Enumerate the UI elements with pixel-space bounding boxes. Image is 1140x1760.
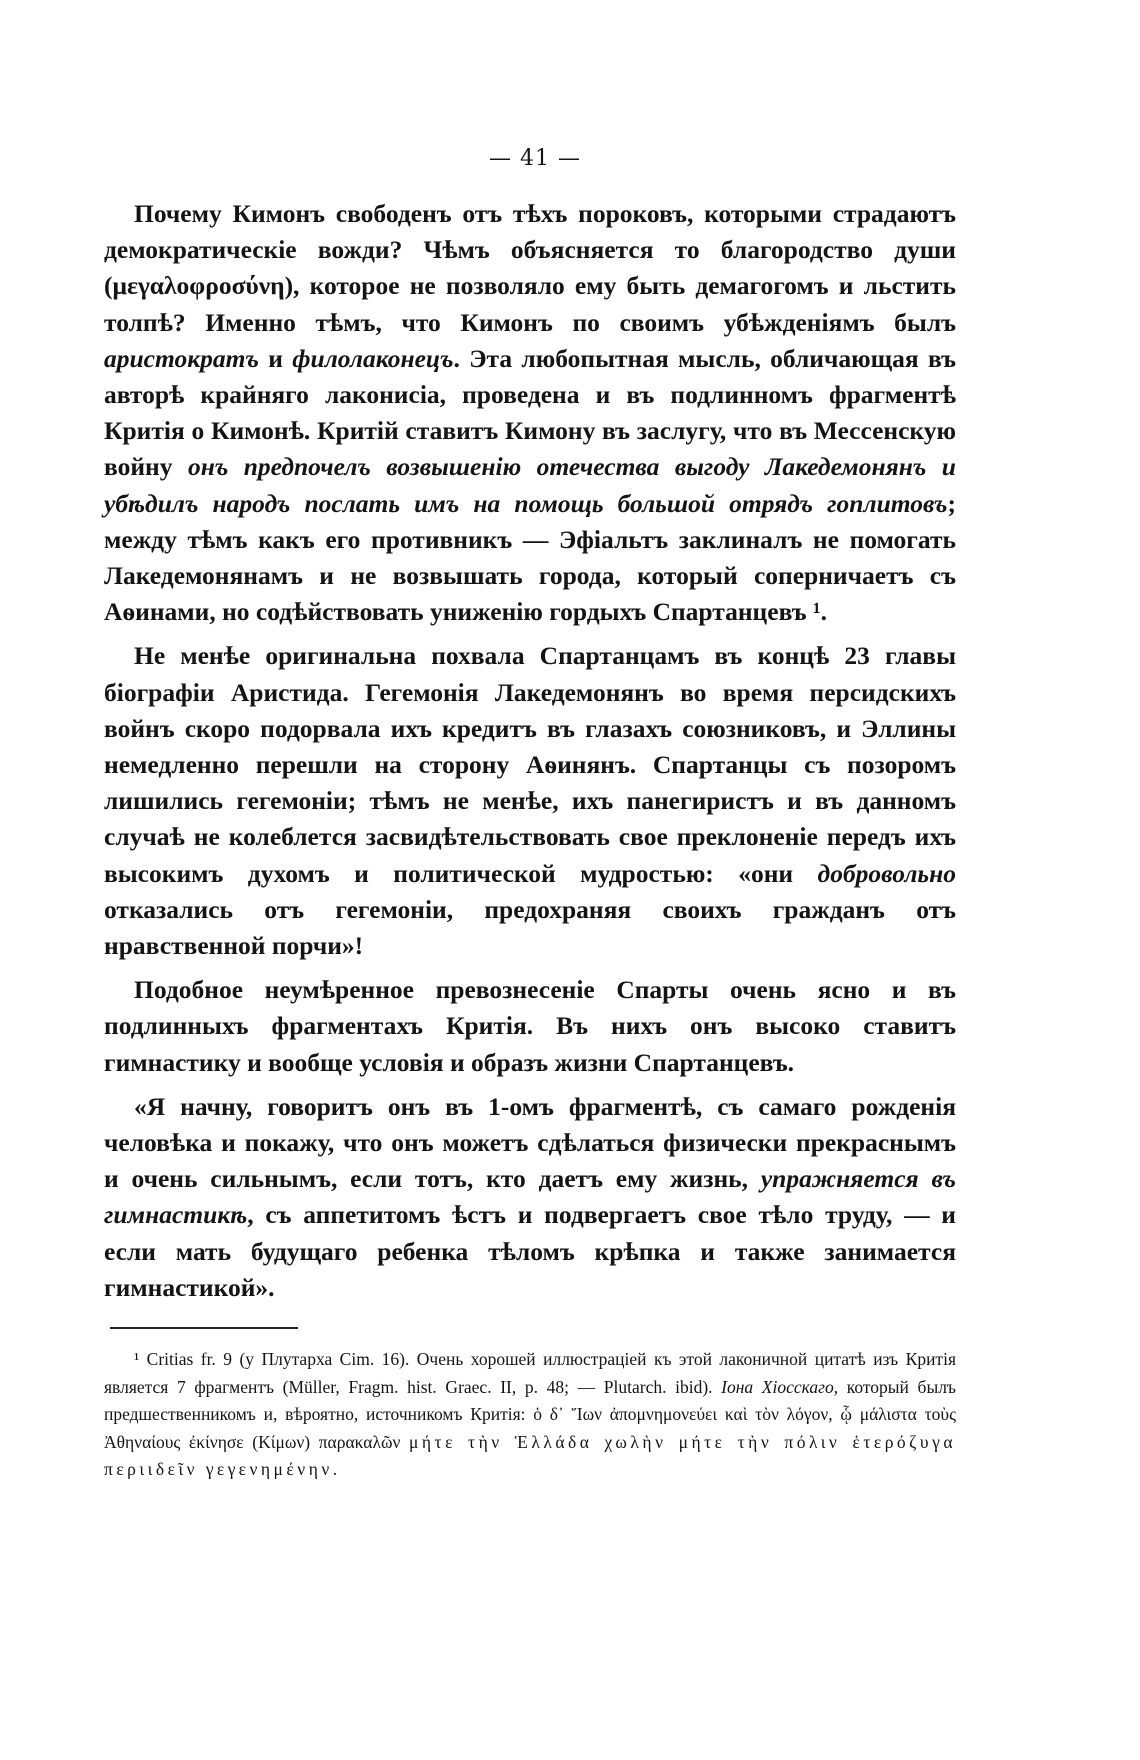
text-run: «Я начну, говоритъ онъ въ 1-омъ фрагментѣ, съ самаго рожденія человѣка и покажу, что онъ можетъ сдѣлаться физически прекраснымъ и очень сильнымъ, если тотъ, кто даетъ ему жизнь,: [104, 1091, 956, 1194]
italic-run: аристократъ: [104, 343, 259, 373]
footnote-paragraph: [104, 1346, 956, 1484]
spaced-run: μήτε τὴν Ἑλλάδα χωλὴν μήτε τὴν πόλιν ἑτερόζυγα περιιδεῖν γεγενημένην: [104, 1431, 956, 1479]
footnote-divider: [110, 1327, 298, 1329]
text-run: Не менѣе оригинальна похвала Спартанцамъ въ концѣ 23 главы біографіи Аристида. Гегемонія Лакедемонянъ во время персидскихъ войнъ скоро подорвала ихъ кредитъ въ глазахъ союзниковъ, и Эллины немедленно перешли на сторону Аѳинянъ. Спартанцы съ позоромъ лишились гегемоніи; тѣмъ не менѣе, ихъ панегиристъ и въ данномъ случаѣ не колеблется засвидѣтельствовать свое преклоненіе передъ ихъ высокимъ духомъ и политической мудростью: «они: [104, 641, 956, 888]
text-run: . Эта любопытная мысль, обличающая въ авторѣ крайняго лаконисіа, проведена и въ подлинномъ фрагментѣ Критія о Кимонѣ. Критій ставитъ Кимону въ заслугу, что въ Мессенскую войну: [104, 343, 956, 482]
italic-run: филолаконецъ: [292, 343, 454, 373]
text-run: и: [258, 343, 293, 373]
text-run: .: [332, 1459, 338, 1479]
paragraph: [104, 638, 956, 964]
text-run: , который былъ предшественникомъ и, вѣроятно, источникомъ Критія: ὁ δ᾽ Ἴων ἀπομνημονεύει καὶ τὸν λόγον, ᾧ μάλιστα τοὺς Ἀθηναίους ἐκίνησε (Κίμων) παρακαλῶν: [104, 1376, 956, 1452]
footnote: [104, 1346, 956, 1484]
text-run: Почему Кимонъ свободенъ отъ тѣхъ пороковъ, которыми страдаютъ демократическіе вожди? Чѣмъ объясняется то благородство души (μεγαλοφροσύνη), которое не позволяло ему быть демагогомъ и льстить толпѣ? Именно тѣмъ, что Кимонъ по своимъ убѣжденіямъ былъ: [104, 199, 956, 337]
text-run: , съ аппетитомъ ѣстъ и подвергаетъ свое тѣло труду, — и если мать будущаго ребенка тѣломъ крѣпка и также занимается гимнастикой».: [104, 1200, 956, 1302]
main-text: [104, 196, 956, 1314]
text-run: Подобное неумѣренное превознесеніе Спарты очень ясно и въ подлинныхъ фрагментахъ Критія. Въ нихъ онъ высоко ставитъ гимнастику и вообще условія и образъ жизни Спартанцевъ.: [104, 975, 956, 1077]
italic-run: Іона Хіосскаго: [721, 1376, 834, 1397]
page-number: — 41 —: [489, 146, 581, 171]
italic-run: онъ предпочелъ возвышенію отечества выгоду Лакедемонянъ и убѣдилъ народъ послать имъ на помощь большой отрядъ гоплитовъ: [104, 452, 956, 518]
text-run: отказались отъ гегемоніи, предохраняя своихъ гражданъ отъ нравственной порчи»!: [104, 894, 956, 961]
paragraph: [104, 972, 956, 1081]
italic-run: упражняется въ гимнастикѣ: [104, 1164, 956, 1230]
text-run: ; между тѣмъ какъ его противникъ — Эфіальтъ заклиналъ не помогать Лакедемонянамъ и не возвышать города, который соперничаетъ съ Аѳинами, но содѣйствовать униженію гордыхъ Спартанцевъ ¹.: [104, 488, 956, 627]
text-run: ¹ Critias fr. 9 (у Плутарха Cim. 16). Очень хорошей иллюстраціей къ этой лаконичной цитатѣ изъ Критія является 7 фрагментъ (Müller, Fragm. hist. Graec. II, p. 48; — Plutarch. ibid).: [104, 1349, 956, 1397]
italic-run: добровольно: [817, 858, 956, 888]
paragraph: [104, 196, 956, 630]
paragraph: [104, 1089, 956, 1306]
